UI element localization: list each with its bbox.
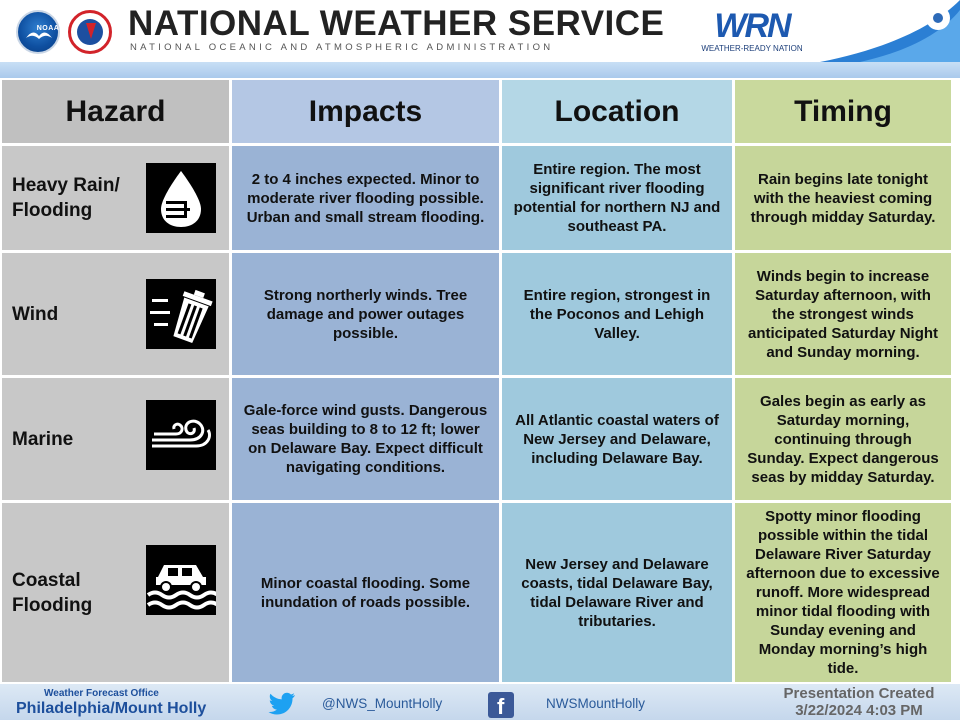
location-cell: All Atlantic coastal waters of New Jersey and Delaware, including Delaware Bay.	[502, 378, 732, 500]
twitter-handle-link[interactable]: @NWS_MountHolly	[322, 696, 443, 711]
wind-gust-icon	[146, 400, 216, 470]
hazard-name: Marine	[12, 428, 74, 450]
impacts-cell: 2 to 4 inches expected. Minor to moderate river flooding possible. Urban and small stream flooding.	[232, 146, 499, 250]
location-cell: New Jersey and Delaware coasts, tidal Delaware Bay, tidal Delaware River and tributaries.	[502, 503, 732, 682]
column-header-location: Location	[502, 80, 732, 143]
wrn-logo	[696, 8, 808, 52]
column-header-impacts: Impacts	[232, 80, 499, 143]
wind-trashcan-icon	[146, 279, 216, 349]
timing-cell: Rain begins late tonight with the heaviest coming through midday Saturday.	[735, 146, 951, 250]
presentation-created-label: Presentation Created	[783, 685, 935, 702]
nws-logo-inner	[77, 19, 103, 45]
noaa-logo-text: NOAA	[36, 25, 60, 32]
lightning-bolt-icon	[86, 23, 96, 39]
timing-cell: Spotty minor flooding possible within the tidal Delaware River Saturday afternoon due to excessive runoff. More widespread minor tidal flooding with Sunday evening and Monday morning’s high tide.	[735, 503, 951, 682]
wrn-logo-tagline: WEATHER-READY NATION	[701, 44, 803, 53]
hazard-name: Heavy Rain/ Flooding	[12, 175, 120, 221]
table-row-hazard	[2, 378, 229, 500]
impacts-cell: Gale-force wind gusts. Dangerous seas building to 8 to 12 ft; lower on Delaware Bay. Expect difficult navigating conditions.	[232, 378, 499, 500]
column-header-hazard: Hazard	[2, 80, 229, 143]
facebook-handle-link[interactable]: NWSMountHolly	[546, 696, 646, 711]
header-title: NATIONAL WEATHER SERVICE	[128, 4, 665, 43]
nws-logo	[68, 10, 112, 54]
location-cell: Entire region, strongest in the Poconos and Lehigh Valley.	[502, 253, 732, 375]
header-divider-bar	[0, 62, 960, 78]
wfo-name: Philadelphia/Mount Holly	[16, 700, 207, 717]
wrn-logo-letters: WRN	[714, 7, 790, 45]
wfo-label: Weather Forecast Office	[44, 688, 159, 699]
impacts-cell: Strong northerly winds. Tree damage and power outages possible.	[232, 253, 499, 375]
hazard-name: Wind	[12, 303, 59, 325]
timing-cell: Winds begin to increase Saturday afternoon, with the strongest winds anticipated Saturday Night and Sunday morning.	[735, 253, 951, 375]
presentation-created-date: 3/22/2024 4:03 PM	[795, 702, 923, 719]
timing-cell: Gales begin as early as Saturday morning, continuing through Sunday. Expect dangerous seas by midday Saturday.	[735, 378, 951, 500]
gull-icon	[26, 28, 52, 40]
noaa-logo	[16, 10, 60, 54]
header-subtitle: NATIONAL OCEANIC AND ATMOSPHERIC ADMINISTRATION	[130, 42, 554, 53]
nws-seal-icon	[926, 6, 950, 30]
twitter-icon	[268, 692, 296, 716]
location-cell: Entire region. The most significant river flooding potential for northern NJ and southeast PA.	[502, 146, 732, 250]
table-row-hazard	[2, 503, 229, 682]
footer	[0, 684, 960, 720]
flooded-car-icon	[146, 545, 216, 615]
column-header-timing: Timing	[735, 80, 951, 143]
facebook-icon: f	[488, 692, 514, 718]
hazard-table	[0, 78, 960, 684]
header-banner	[0, 0, 960, 62]
impacts-cell: Minor coastal flooding. Some inundation of roads possible.	[232, 503, 499, 682]
table-row-hazard	[2, 253, 229, 375]
hazard-name: Coastal Flooding	[12, 569, 93, 616]
raindrop-icon	[146, 163, 216, 233]
table-row-hazard	[2, 146, 229, 250]
